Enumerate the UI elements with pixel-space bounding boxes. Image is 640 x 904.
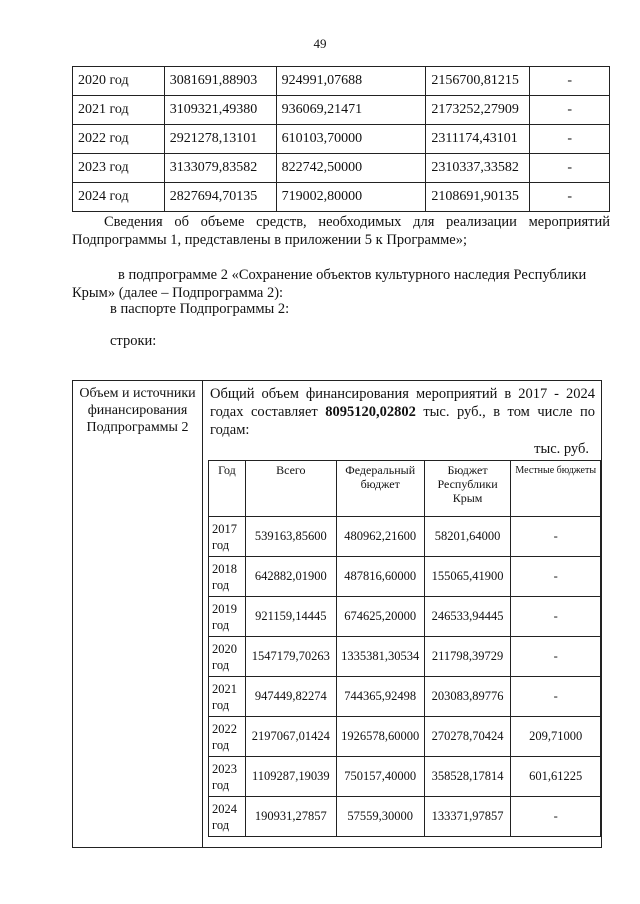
header-federal: Федеральный бюджет [336,461,424,517]
header-regional: Бюджет Республики Крым [424,461,511,517]
table-row [209,637,601,677]
cell-year: 2020 год [73,67,165,96]
funding-by-year-table [208,460,601,837]
table-row [73,183,610,212]
cell-total: 190931,27857 [245,797,336,837]
cell-local: - [530,96,610,125]
cell-year: 2017 год [209,517,246,557]
cell-local: - [530,67,610,96]
funding-total: 8095120,02802 [325,404,416,420]
cell-regional: 58201,64000 [424,517,511,557]
cell-year: 2023 год [73,154,165,183]
cell-year: 2022 год [73,125,165,154]
cell-year: 2021 год [73,96,165,125]
cell-federal: 744365,92498 [336,677,424,717]
cell-local: 209,71000 [511,717,601,757]
cell-local: - [511,557,601,597]
cell-federal: 1335381,30534 [336,637,424,677]
cell-regional: 203083,89776 [424,677,511,717]
cell-federal: 822742,50000 [276,154,426,183]
table-row [209,517,601,557]
cell-federal: 610103,70000 [276,125,426,154]
paragraph-subprogram-2-intro: в подпрограмме 2 «Сохранение объектов культурного наследия Республики Крым» (далее – Подпрограмма 2): [72,267,587,301]
cell-regional: 2156700,81215 [426,67,530,96]
table-row [73,125,610,154]
cell-total: 3133079,83582 [164,154,276,183]
cell-year: 2021 год [209,677,246,717]
cell-regional: 246533,94445 [424,597,511,637]
table-row [209,557,601,597]
cell-federal: 480962,21600 [336,517,424,557]
cell-regional: 211798,39729 [424,637,511,677]
cell-local: - [511,797,601,837]
table-row [209,757,601,797]
cell-local: - [511,517,601,557]
cell-year: 2023 год [209,757,246,797]
cell-local: - [530,183,610,212]
cell-total: 2921278,13101 [164,125,276,154]
header-year: Год [209,461,246,517]
table-row [73,154,610,183]
cell-total: 2197067,01424 [245,717,336,757]
cell-federal: 57559,30000 [336,797,424,837]
cell-regional: 155065,41900 [424,557,511,597]
cell-total: 3081691,88903 [164,67,276,96]
header-total: Всего [245,461,336,517]
unit-label: тыс. руб. [534,441,589,457]
cell-federal: 719002,80000 [276,183,426,212]
paragraph-passport: в паспорте Подпрограммы 2: [110,301,290,317]
page-number: 49 [313,36,327,51]
cell-regional: 2311174,43101 [426,125,530,154]
table-row [209,677,601,717]
header-local: Местные бюджеты [511,461,601,517]
cell-federal: 1926578,60000 [336,717,424,757]
cell-local: 601,61225 [511,757,601,797]
cell-federal: 936069,21471 [276,96,426,125]
cell-federal: 487816,60000 [336,557,424,597]
cell-regional: 270278,70424 [424,717,511,757]
cell-year: 2022 год [209,717,246,757]
table-row [73,67,610,96]
cell-local: - [511,677,601,717]
cell-local: - [530,125,610,154]
funding-description-end: тыс. руб., в том числе по годам: [210,404,595,438]
table-row [209,717,601,757]
table-row [73,96,610,125]
cell-local: - [511,637,601,677]
cell-year: 2018 год [209,557,246,597]
cell-local: - [530,154,610,183]
passport-row-label: Объем и источники финансирования Подпрограммы 2 [73,381,203,847]
table-row [209,797,601,837]
cell-year: 2024 год [209,797,246,837]
table-row [209,597,601,637]
cell-regional: 358528,17814 [424,757,511,797]
cell-regional: 133371,97857 [424,797,511,837]
funding-table-subprogram-1 [72,66,610,212]
passport-row-content [204,381,601,847]
cell-local: - [511,597,601,637]
cell-total: 2827694,70135 [164,183,276,212]
passport-table [72,380,602,848]
cell-total: 1109287,19039 [245,757,336,797]
cell-year: 2019 год [209,597,246,637]
cell-federal: 750157,40000 [336,757,424,797]
cell-total: 642882,01900 [245,557,336,597]
cell-total: 1547179,70263 [245,637,336,677]
cell-total: 921159,14445 [245,597,336,637]
cell-regional: 2310337,33582 [426,154,530,183]
funding-description [210,385,595,439]
paragraph-rows: строки: [110,333,157,349]
cell-year: 2020 год [209,637,246,677]
cell-regional: 2108691,90135 [426,183,530,212]
cell-federal: 674625,20000 [336,597,424,637]
funding-description-start: Общий объем финансирования мероприятий в 2017 - 2024 годах составляет [210,386,595,420]
cell-year: 2024 год [73,183,165,212]
cell-total: 947449,82274 [245,677,336,717]
cell-regional: 2173252,27909 [426,96,530,125]
cell-total: 3109321,49380 [164,96,276,125]
cell-total: 539163,85600 [245,517,336,557]
paragraph-subprogram-1-info: Сведения об объеме средств, необходимых для реализации мероприятий Подпрограммы 1, представлены в приложении 5 к Программе»; [72,214,610,248]
cell-federal: 924991,07688 [276,67,426,96]
